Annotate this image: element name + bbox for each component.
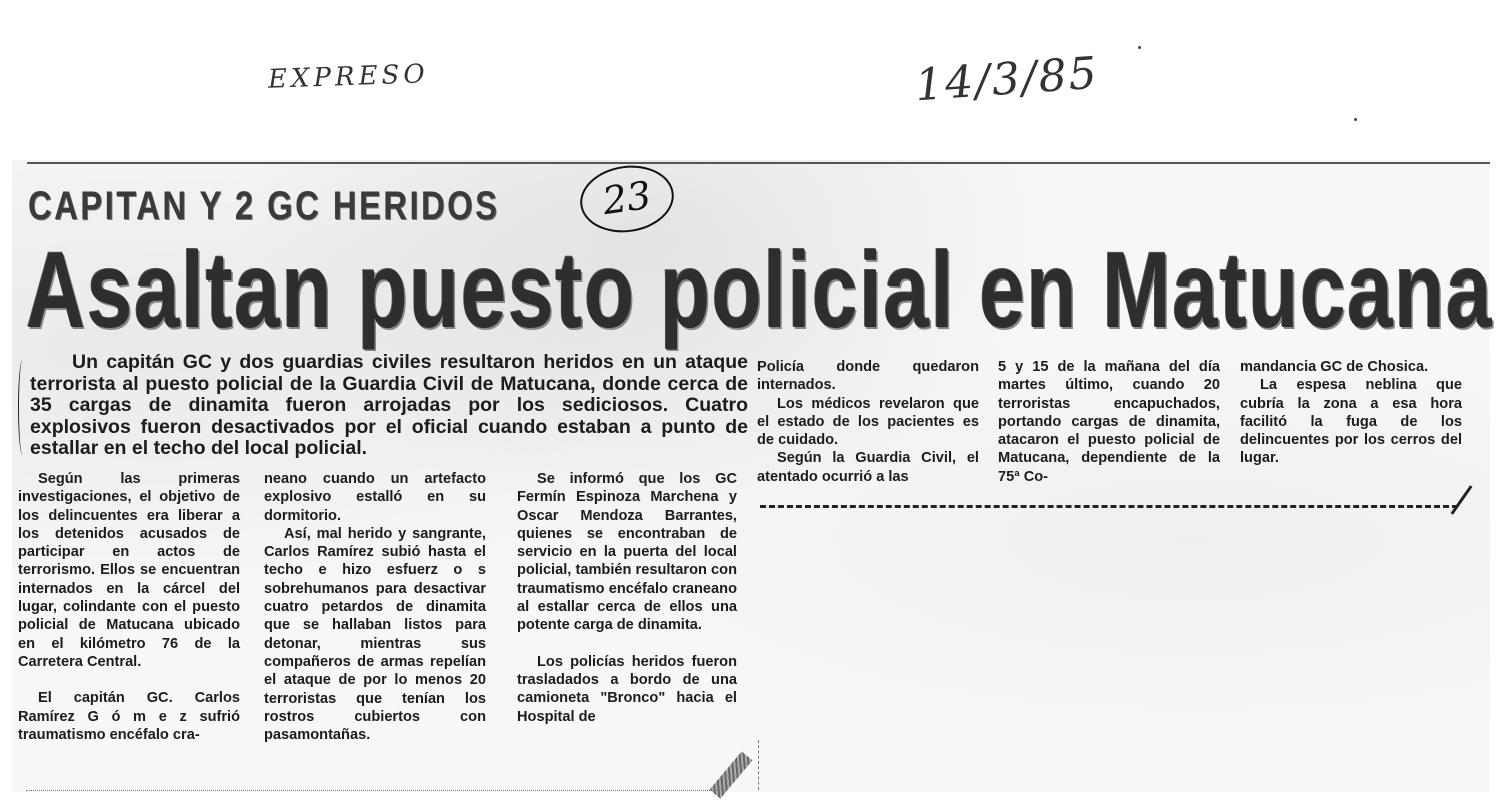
article-headline: Asaltan puesto policial en Matucana — [26, 229, 1494, 350]
paragraph: Según la Guardia Civil, el atentado ocurrió a las — [757, 450, 979, 485]
article-column-4 — [757, 358, 979, 486]
bottom-rule — [26, 790, 726, 791]
dashed-cut-line — [760, 505, 1458, 508]
top-rule — [27, 162, 1490, 164]
paragraph: mandancia GC de Chosica. — [1240, 359, 1429, 375]
paragraph: Los policías heridos fueron trasladados a bordo de una camioneta "Bronco" hacia el Hospital de — [517, 653, 737, 725]
pen-slash-mark — [710, 751, 753, 798]
paragraph: 5 y 15 de la mañana del día martes último, cuando 20 terroristas encapuchados, portando cargas de dinamita, atacaron el puesto policial de Matucana, dependiente de la 75ª Co- — [998, 359, 1220, 485]
paragraph: neano cuando un artefacto explosivo estalló en su dormitorio. — [264, 471, 486, 524]
paragraph: El capitán GC. Carlos Ramírez G ó m e z sufrió traumatismo encéfalo cra- — [18, 690, 240, 743]
newspaper-clipping — [12, 160, 1494, 792]
speck — [1354, 118, 1357, 121]
paragraph: Según las primeras investigaciones, el objetivo de los delincuentes era liberar a los detenidos acusados de participar en actos de terrorismo. Ellos se encuentran internados en la cárcel del lugar, colindante con el puesto policial de Matucana ubicado en el kilómetro 76 de la Carretera Central. — [18, 471, 240, 670]
paragraph: Los médicos revelaron que el estado de los pacientes es de cuidado. — [757, 395, 979, 449]
handwritten-date-note: 14/3/85 — [913, 47, 1101, 112]
pen-slash-mark — [1451, 485, 1473, 515]
article-lede: Un capitán GC y dos guardias civiles resultaron heridos en un ataque terrorista al puesto policial de la Guardia Civil de Matucana, donde cerca de 35 cargas de dinamita fueron arrojadas por los sediciosos. Cuatro explosivos fueron desactivados por el oficial cuando estaban a punto de estallar en el techo del local policial. — [30, 351, 748, 459]
article-column-5 — [998, 358, 1220, 486]
paragraph: Se informó que los GC Fermín Espinoza Marchena y Oscar Mendoza Barrantes, quienes se encontraban de servicio en la puerta del local policial, también resultaron con traumatismo encéfalo craneano al estallar cerca de ellos una potente carga de dinamita. — [517, 471, 737, 634]
handwritten-source-note: EXPRESO — [267, 59, 430, 95]
article-column-6 — [1240, 358, 1462, 468]
speck — [1138, 46, 1141, 49]
article-column-2 — [264, 470, 486, 744]
article-column-1 — [18, 470, 240, 744]
paragraph: Policía donde quedaron internados. — [757, 359, 979, 394]
paragraph: Así, mal herido y sangrante, Carlos Ramírez subió hasta el techo e hizo esfuerz o s sobrehumanos para desactivar cuatro petardos de dinamita que se hallaban listos para detonar, mientras sus compañeros de armas repelían el ataque de por lo menos 20 terroristas que tenían los rostros cubiertos con pasamontañas. — [264, 525, 486, 744]
paragraph: La espesa neblina que cubría la zona a esa hora facilitó la fuga de los delincuentes por los cerros del lugar. — [1240, 377, 1462, 467]
handwritten-page-number: 23 — [576, 160, 678, 238]
column-divider — [758, 740, 759, 790]
margin-bracket-mark — [18, 360, 27, 455]
article-kicker: CAPITAN Y 2 GC HERIDOS — [28, 184, 500, 228]
article-column-3 — [517, 470, 737, 726]
